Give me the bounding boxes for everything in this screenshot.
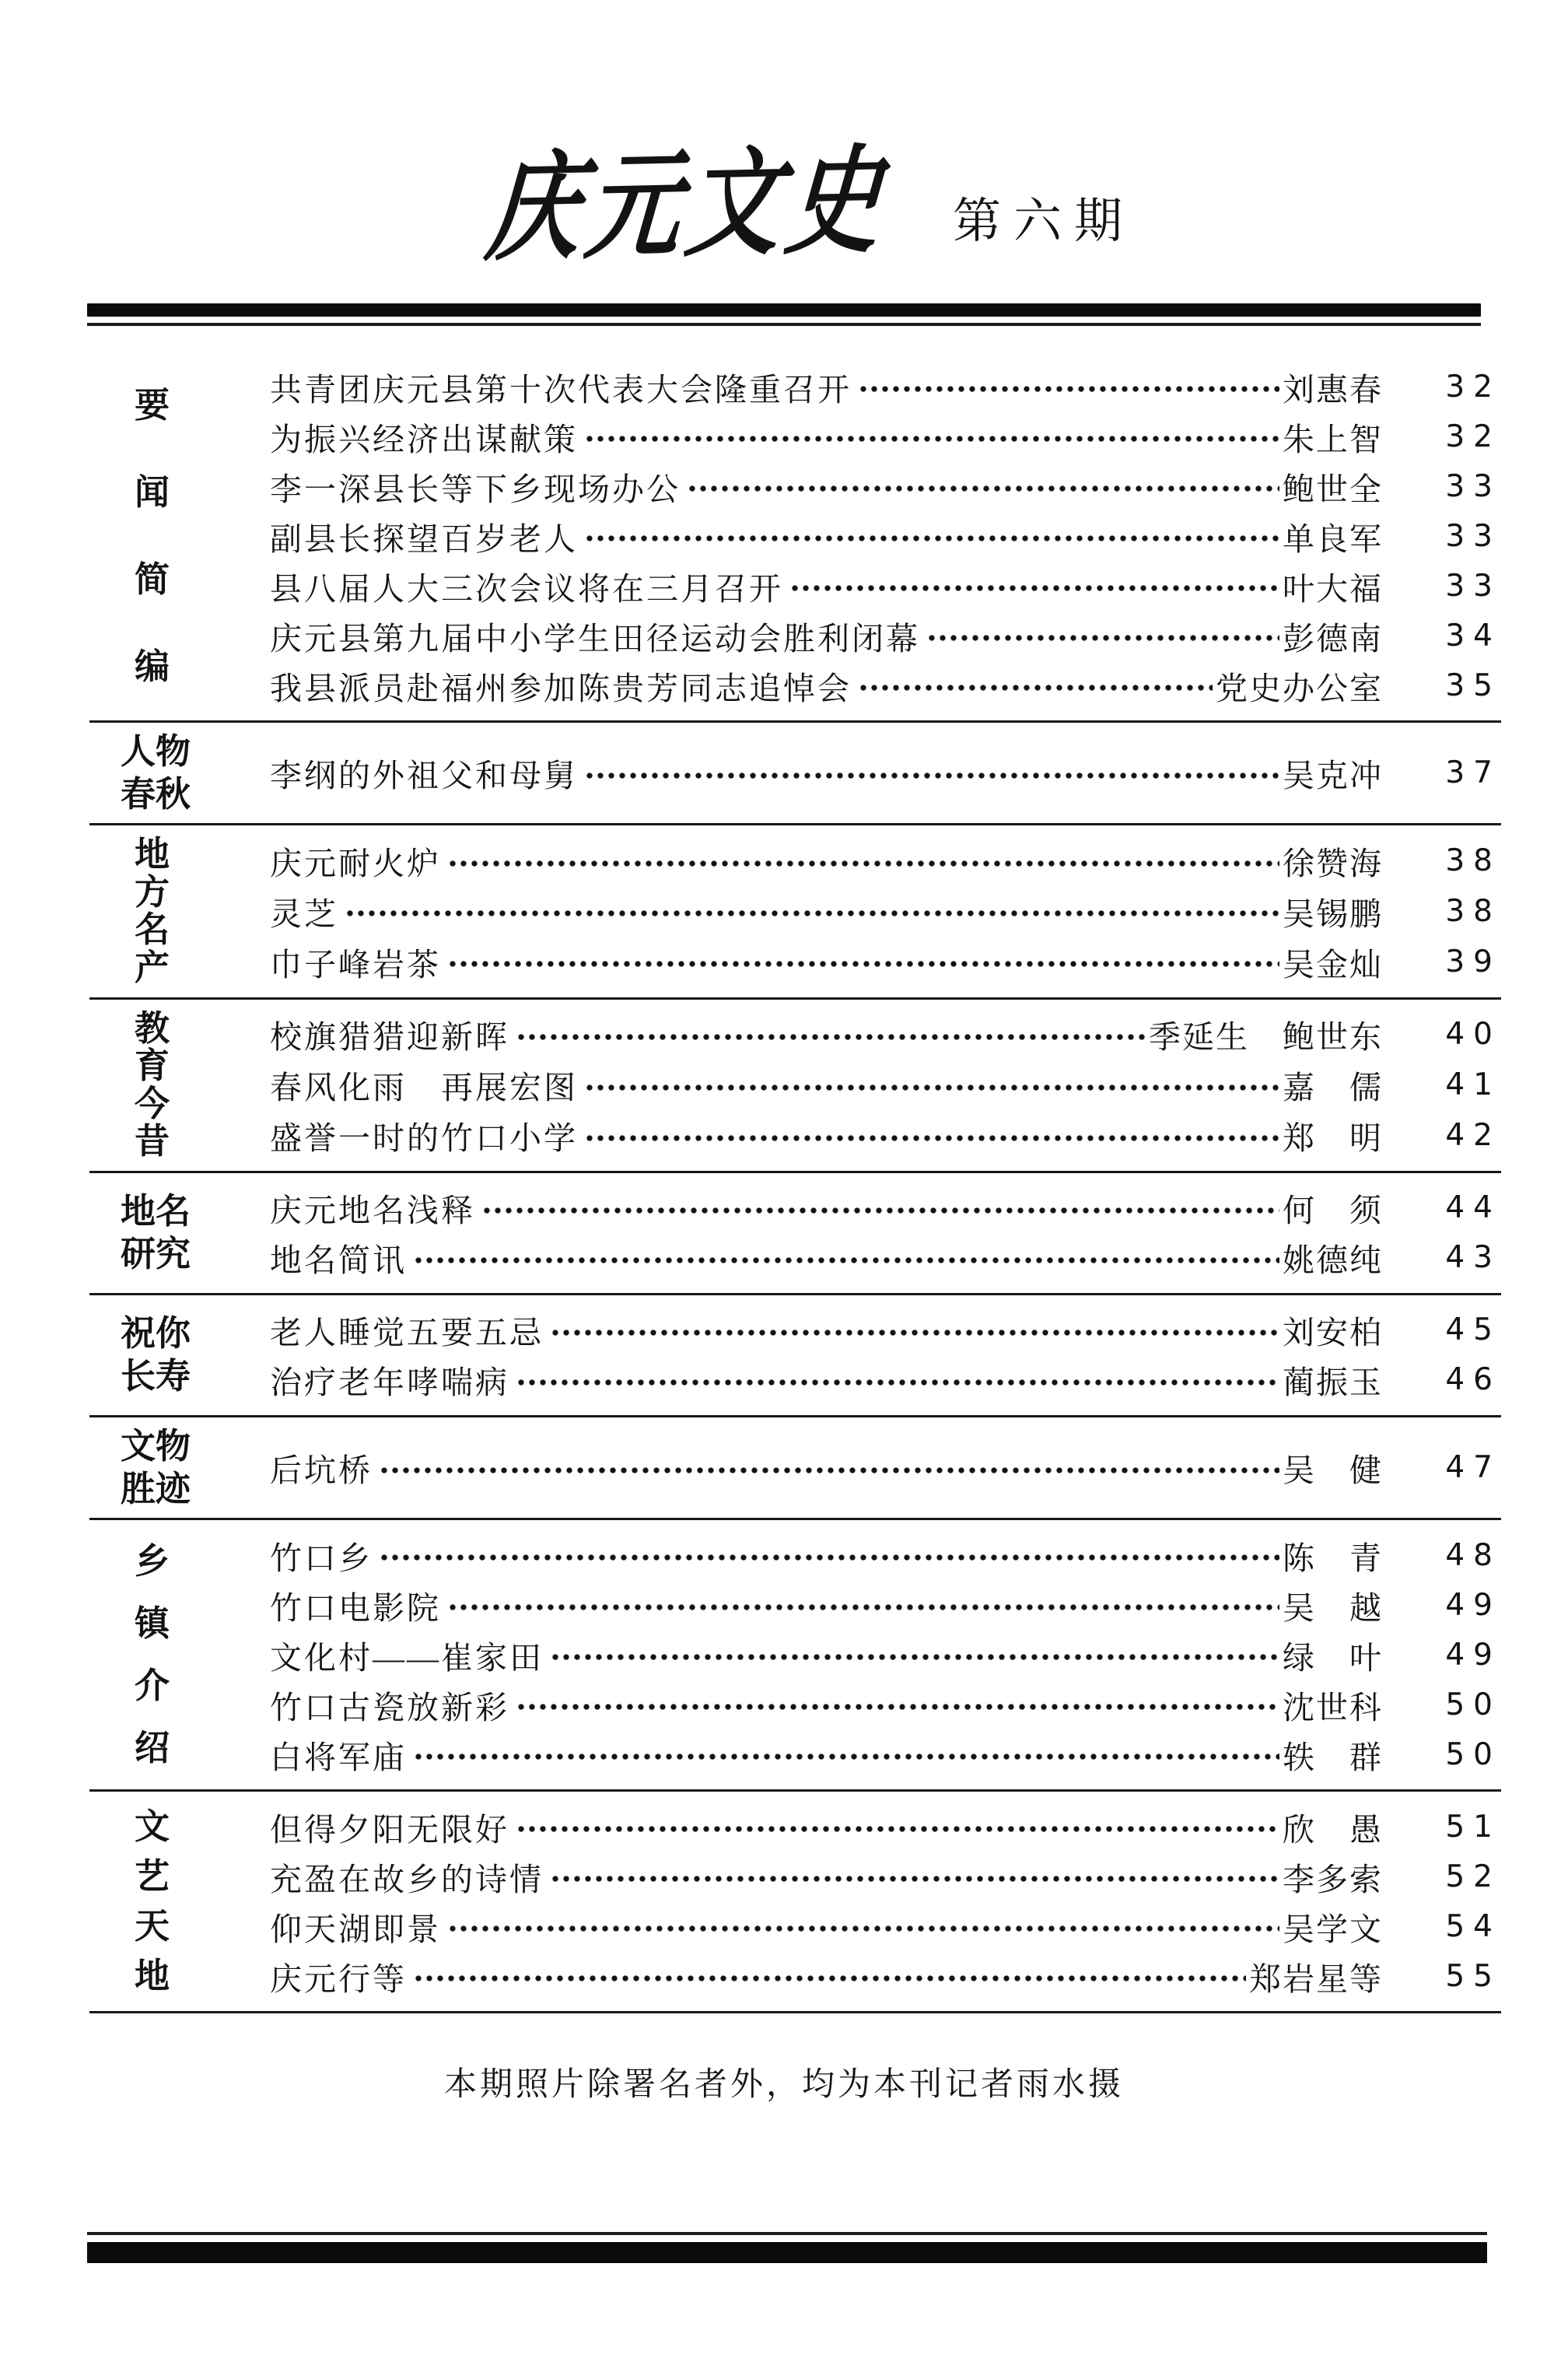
toc-row — [270, 412, 1501, 461]
toc-row — [270, 1852, 1501, 1901]
entry-author: 李多索 — [1283, 1861, 1383, 1897]
section-label — [89, 733, 270, 813]
entry-page: 33 — [1445, 468, 1501, 504]
section-label — [89, 1305, 270, 1405]
entry-title: 李纲的外祖父和母舅 — [270, 758, 578, 794]
section-label-line: 祝你 — [121, 1313, 191, 1354]
entry-title: 巾子峰岩茶 — [270, 946, 441, 983]
entry-page: 51 — [1445, 1809, 1501, 1845]
entry-page: 47 — [1445, 1450, 1501, 1486]
section-rows — [270, 1530, 1501, 1779]
entry-title: 副县长探望百岁老人 — [270, 520, 578, 557]
toc-section — [89, 1792, 1501, 2013]
dot-leader — [586, 771, 1279, 780]
toc-row — [270, 1680, 1501, 1729]
entry-author: 刘惠春 — [1283, 371, 1383, 408]
entry-author: 蔺振玉 — [1283, 1365, 1383, 1401]
entry-author: 徐赞海 — [1283, 846, 1383, 882]
thin-rule — [87, 2232, 1487, 2235]
toc-row — [270, 748, 1501, 798]
entry-page: 48 — [1445, 1537, 1501, 1573]
entry-page: 50 — [1445, 1687, 1501, 1722]
entry-page: 44 — [1445, 1190, 1501, 1226]
entry-author: 轶 群 — [1283, 1739, 1383, 1775]
section-label — [89, 1007, 270, 1161]
entry-title: 竹口电影院 — [270, 1589, 441, 1626]
toc-row — [270, 1901, 1501, 1951]
toc-section — [89, 1000, 1501, 1173]
section-label-line: 天 — [135, 1905, 170, 1946]
entry-page: 49 — [1445, 1587, 1501, 1623]
section-label-line: 文 — [135, 1806, 170, 1846]
toc-section — [89, 1173, 1501, 1295]
dot-leader — [346, 909, 1279, 918]
entry-author: 郑岩星等 — [1249, 1960, 1383, 1997]
bottom-double-rule — [87, 2232, 1487, 2263]
toc-row — [270, 1630, 1501, 1680]
entry-author: 吴 越 — [1283, 1589, 1383, 1626]
top-double-rule — [87, 303, 1481, 326]
section-label — [89, 1425, 270, 1508]
entry-page: 46 — [1445, 1362, 1501, 1398]
toc-row — [270, 1233, 1501, 1283]
magazine-title-calligraphy: 庆元文史 — [481, 131, 893, 278]
entry-title: 共青团庆元县第十次代表大会隆重召开 — [270, 371, 852, 408]
toc-row — [270, 1305, 1501, 1355]
dot-leader — [380, 1553, 1279, 1562]
entry-author: 党史办公室 — [1216, 670, 1383, 706]
dot-leader — [449, 1603, 1279, 1612]
thin-rule — [87, 323, 1481, 326]
scanned-contents-page — [0, 100, 1568, 2358]
dot-leader — [415, 1974, 1246, 1983]
entry-author: 季延生 鲍世东 — [1149, 1019, 1383, 1056]
dot-leader — [415, 1752, 1279, 1761]
entry-title: 竹口古瓷放新彩 — [270, 1689, 509, 1726]
section-label-line: 春秋 — [121, 773, 191, 814]
toc-row — [270, 511, 1501, 561]
entry-author: 何 须 — [1283, 1193, 1383, 1229]
entry-title: 庆元地名浅释 — [270, 1193, 475, 1229]
toc-row — [270, 886, 1501, 936]
section-label-line: 名 — [135, 909, 170, 950]
entry-title: 白将军庙 — [270, 1739, 407, 1775]
dot-leader — [791, 583, 1279, 593]
dot-leader — [415, 1256, 1279, 1265]
entry-title: 治疗老年哮喘病 — [270, 1365, 509, 1401]
toc-row — [270, 1729, 1501, 1779]
entry-author: 吴金灿 — [1283, 946, 1383, 983]
entry-page: 32 — [1445, 369, 1501, 405]
thick-rule — [87, 303, 1481, 317]
dot-leader — [859, 384, 1279, 394]
dot-leader — [551, 1652, 1279, 1662]
section-label-line: 昔 — [135, 1121, 170, 1161]
dot-leader — [517, 1032, 1146, 1042]
section-label — [89, 1530, 270, 1779]
entry-author: 鲍世全 — [1283, 471, 1383, 507]
section-label — [89, 362, 270, 710]
toc-row — [270, 1951, 1501, 2001]
entry-title: 春风化雨 再展宏图 — [270, 1070, 578, 1106]
entry-author: 单良军 — [1283, 520, 1383, 557]
entry-author: 欣 愚 — [1283, 1811, 1383, 1848]
section-rows — [270, 1010, 1501, 1161]
toc-row — [270, 561, 1501, 611]
toc-section — [89, 359, 1501, 723]
toc-row — [270, 1530, 1501, 1580]
entry-author: 彭德南 — [1283, 620, 1383, 657]
section-label-line: 简 — [135, 559, 170, 599]
entry-author: 陈 青 — [1283, 1540, 1383, 1576]
entry-title: 竹口乡 — [270, 1540, 373, 1576]
dot-leader — [517, 1702, 1279, 1712]
toc-row — [270, 1355, 1501, 1405]
section-rows — [270, 362, 1501, 710]
entry-title: 老人睡觉五要五忌 — [270, 1315, 544, 1351]
entry-page: 33 — [1445, 518, 1501, 554]
section-label-line: 胜迹 — [121, 1468, 191, 1508]
dot-leader — [449, 859, 1279, 868]
toc-row — [270, 461, 1501, 511]
section-label-line: 育 — [135, 1046, 170, 1086]
dot-leader — [586, 434, 1279, 443]
section-label-line: 产 — [135, 947, 170, 987]
entry-title: 庆元行等 — [270, 1960, 407, 1997]
entry-page: 34 — [1445, 618, 1501, 653]
toc-row — [270, 1111, 1501, 1161]
dot-leader — [517, 1824, 1279, 1834]
entry-title: 为振兴经济出谋献策 — [270, 421, 578, 457]
entry-author: 吴克冲 — [1283, 758, 1383, 794]
entry-author: 吴 健 — [1283, 1452, 1383, 1489]
masthead — [0, 100, 1568, 278]
entry-author: 刘安柏 — [1283, 1315, 1383, 1351]
section-label-line: 地名 — [121, 1191, 191, 1232]
section-rows — [270, 836, 1501, 986]
entry-page: 39 — [1445, 944, 1501, 979]
entry-author: 绿 叶 — [1283, 1639, 1383, 1676]
section-label-line: 长寿 — [121, 1355, 191, 1396]
entry-title: 充盈在故乡的诗情 — [270, 1861, 544, 1897]
entry-title: 盛誉一时的竹口小学 — [270, 1120, 578, 1157]
dot-leader — [551, 1874, 1279, 1883]
entry-title: 我县派员赴福州参加陈贵芳同志追悼会 — [270, 670, 852, 706]
toc-row — [270, 1010, 1501, 1060]
entry-page: 38 — [1445, 843, 1501, 879]
dot-leader — [483, 1206, 1279, 1215]
entry-author: 叶大福 — [1283, 570, 1383, 607]
dot-leader — [859, 683, 1213, 692]
entry-title: 庆元耐火炉 — [270, 846, 441, 882]
thick-rule — [87, 2242, 1487, 2263]
entry-page: 33 — [1445, 568, 1501, 604]
section-label-line: 艺 — [135, 1855, 170, 1896]
dot-leader — [551, 1328, 1279, 1337]
section-label-line: 文物 — [121, 1425, 191, 1466]
entry-page: 35 — [1445, 667, 1501, 703]
entry-page: 54 — [1445, 1908, 1501, 1944]
entry-title: 地名简讯 — [270, 1242, 407, 1279]
entry-title: 校旗猎猎迎新晖 — [270, 1019, 509, 1056]
dot-leader — [928, 633, 1279, 643]
section-label — [89, 836, 270, 986]
entry-title: 后坑桥 — [270, 1452, 373, 1489]
toc-row — [270, 836, 1501, 886]
entry-author: 吴学文 — [1283, 1911, 1383, 1947]
dot-leader — [380, 1466, 1279, 1475]
entry-title: 县八届人大三次会议将在三月召开 — [270, 570, 783, 607]
entry-page: 55 — [1445, 1958, 1501, 1994]
entry-page: 41 — [1445, 1067, 1501, 1103]
entry-author: 姚德纯 — [1283, 1242, 1383, 1279]
section-label-line: 人物 — [121, 731, 191, 771]
entry-title: 仰天湖即景 — [270, 1911, 441, 1947]
dot-leader — [586, 1083, 1279, 1092]
issue-number-label: 第六期 — [953, 195, 1136, 248]
section-label-line: 绍 — [135, 1727, 170, 1768]
toc-section — [89, 723, 1501, 825]
toc-row — [270, 1443, 1501, 1493]
dot-leader — [517, 1378, 1279, 1387]
entry-title: 灵芝 — [270, 895, 338, 932]
section-label — [89, 1802, 270, 2001]
entry-page: 37 — [1445, 755, 1501, 791]
toc-section — [89, 1417, 1501, 1520]
dot-leader — [586, 1133, 1279, 1143]
entry-page: 52 — [1445, 1859, 1501, 1894]
table-of-contents — [89, 359, 1501, 2013]
entry-author: 嘉 儒 — [1283, 1070, 1383, 1106]
entry-title: 但得夕阳无限好 — [270, 1811, 509, 1848]
section-label-line: 地 — [135, 1955, 170, 1995]
toc-row — [270, 611, 1501, 660]
entry-page: 42 — [1445, 1118, 1501, 1154]
toc-row — [270, 362, 1501, 412]
toc-row — [270, 660, 1501, 710]
entry-title: 文化村——崔家田 — [270, 1639, 544, 1676]
section-label-line: 乡 — [135, 1540, 170, 1581]
toc-row — [270, 1060, 1501, 1110]
photo-credit-note: 本期照片除署名者外，均为本刊记者雨水摄 — [443, 2067, 1124, 2104]
entry-page: 38 — [1445, 893, 1501, 929]
toc-section — [89, 1520, 1501, 1792]
dot-leader — [688, 484, 1279, 493]
entry-page: 40 — [1445, 1017, 1501, 1053]
toc-row — [270, 1580, 1501, 1630]
section-label-line: 地 — [135, 834, 170, 874]
toc-row — [270, 1802, 1501, 1852]
entry-page: 32 — [1445, 419, 1501, 454]
section-label-line: 方 — [135, 871, 170, 912]
section-label-line: 今 — [135, 1083, 170, 1123]
section-label-line: 要 — [135, 384, 170, 425]
dot-leader — [586, 534, 1279, 543]
section-rows — [270, 1428, 1501, 1508]
section-rows — [270, 1305, 1501, 1405]
section-rows — [270, 1183, 1501, 1283]
section-label-line: 研究 — [121, 1233, 191, 1274]
entry-author: 郑 明 — [1283, 1120, 1383, 1157]
entry-title: 李一深县长等下乡现场办公 — [270, 471, 681, 507]
entry-page: 43 — [1445, 1240, 1501, 1276]
dot-leader — [449, 1924, 1279, 1933]
section-rows — [270, 1802, 1501, 2001]
dot-leader — [449, 959, 1279, 969]
toc-section — [89, 1295, 1501, 1417]
entry-author: 朱上智 — [1283, 421, 1383, 457]
entry-author: 吴锡鹏 — [1283, 895, 1383, 932]
section-label-line: 教 — [135, 1007, 170, 1048]
section-label-line: 介 — [135, 1665, 170, 1705]
section-label-line: 镇 — [135, 1603, 170, 1643]
toc-row — [270, 1183, 1501, 1233]
section-label — [89, 1183, 270, 1283]
section-label-line: 闻 — [135, 471, 170, 512]
entry-page: 45 — [1445, 1312, 1501, 1348]
toc-row — [270, 937, 1501, 986]
entry-title: 庆元县第九届中小学生田径运动会胜利闭幕 — [270, 620, 920, 657]
toc-section — [89, 825, 1501, 999]
section-label-line: 编 — [135, 646, 170, 686]
entry-page: 49 — [1445, 1637, 1501, 1673]
entry-author: 沈世科 — [1283, 1689, 1383, 1726]
entry-page: 50 — [1445, 1736, 1501, 1772]
section-rows — [270, 733, 1501, 813]
